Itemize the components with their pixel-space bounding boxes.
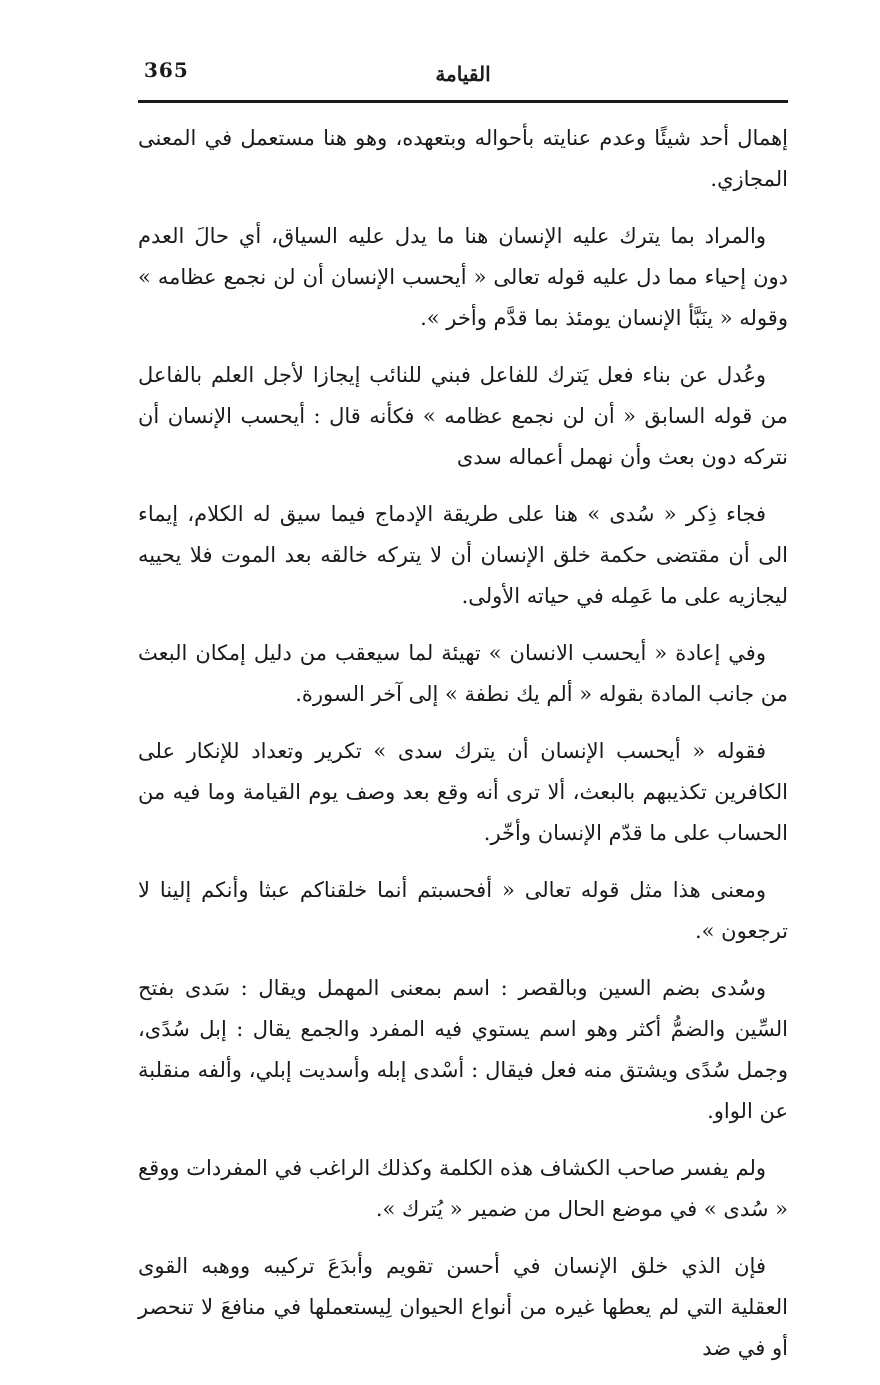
paragraph: فإن الذي خلق الإنسان في أحسن تقويم وأبدَعَ تركيبه ووهبه القوى العقلية التي لم يعطها غيره من أنواع الحيوان لِيستعملها في منافعَ لا تنحصر أو في ضد [138,1254,788,1360]
header-rule [138,100,788,103]
paragraph: والمراد بما يترك عليه الإنسان هنا ما يدل عليه السياق، أي حالَ العدم دون إحياء مما دل عليه قوله تعالى « أيحسب الإنسان أن لن نجمع عظامه » وقوله « ينَبَّأ الإنسان يومئذ بما قدَّم وأخر ». [138,224,788,330]
paragraph: وسُدى بضم السين وبالقصر : اسم بمعنى المهمل ويقال : سَدى بفتح السِّين والضمُّ أكثر وهو اسم يستوي فيه المفرد والجمع يقال : إبل سُدًى، وجمل سُدًى ويشتق منه فعل فيقال : أسْدى إبله وأسديت إبلي، وألفه منقلبة عن الواو. [138,976,788,1123]
page-number: 365 [144,58,189,82]
paragraph: وعُدل عن بناء فعل يَترك للفاعل فبني للنائب إيجازا لأجل العلم بالفاعل من قوله السابق « أن لن نجمع عظامه » فكأنه قال : أيحسب الإنسان أن نتركه دون بعث وأن نهمل أعماله سدى [138,363,788,469]
paragraph: ولم يفسر صاحب الكشاف هذه الكلمة وكذلك الراغب في المفردات ووقع « سُدى » في موضع الحال من ضمير « يُترك ». [138,1156,788,1221]
paragraph: ومعنى هذا مثل قوله تعالى « أفحسبتم أنما خلقناكم عبثا وأنكم إلينا لا ترجعون ». [138,878,788,943]
paragraph: فقوله « أيحسب الإنسان أن يترك سدى » تكرير وتعداد للإنكار على الكافرين تكذيبهم بالبعث، ألا ترى أنه وقع بعد وصف يوم القيامة وما فيه من الحساب على ما قدّم الإنسان وأخّر. [138,739,788,845]
paragraph: وفي إعادة « أيحسب الانسان » تهيئة لما سيعقب من دليل إمكان البعث من جانب المادة بقوله « ألم يك نطفة » إلى آخر السورة. [138,641,788,706]
running-title: القيامة [435,62,491,86]
body-text [138,118,788,1385]
paragraph: إهمال أحد شيئًا وعدم عنايته بأحواله وبتعهده، وهو هنا مستعمل في المعنى المجازي. [138,126,788,191]
page-header [138,52,788,100]
paragraph: فجاء ذِكر « سُدى » هنا على طريقة الإدماج فيما سيق له الكلام، إيماء الى أن مقتضى حكمة خلق الإنسان أن لا يتركه خالقه بعد الموت فلا يحييه ليجازيه على ما عَمِله في حياته الأولى. [138,502,788,608]
